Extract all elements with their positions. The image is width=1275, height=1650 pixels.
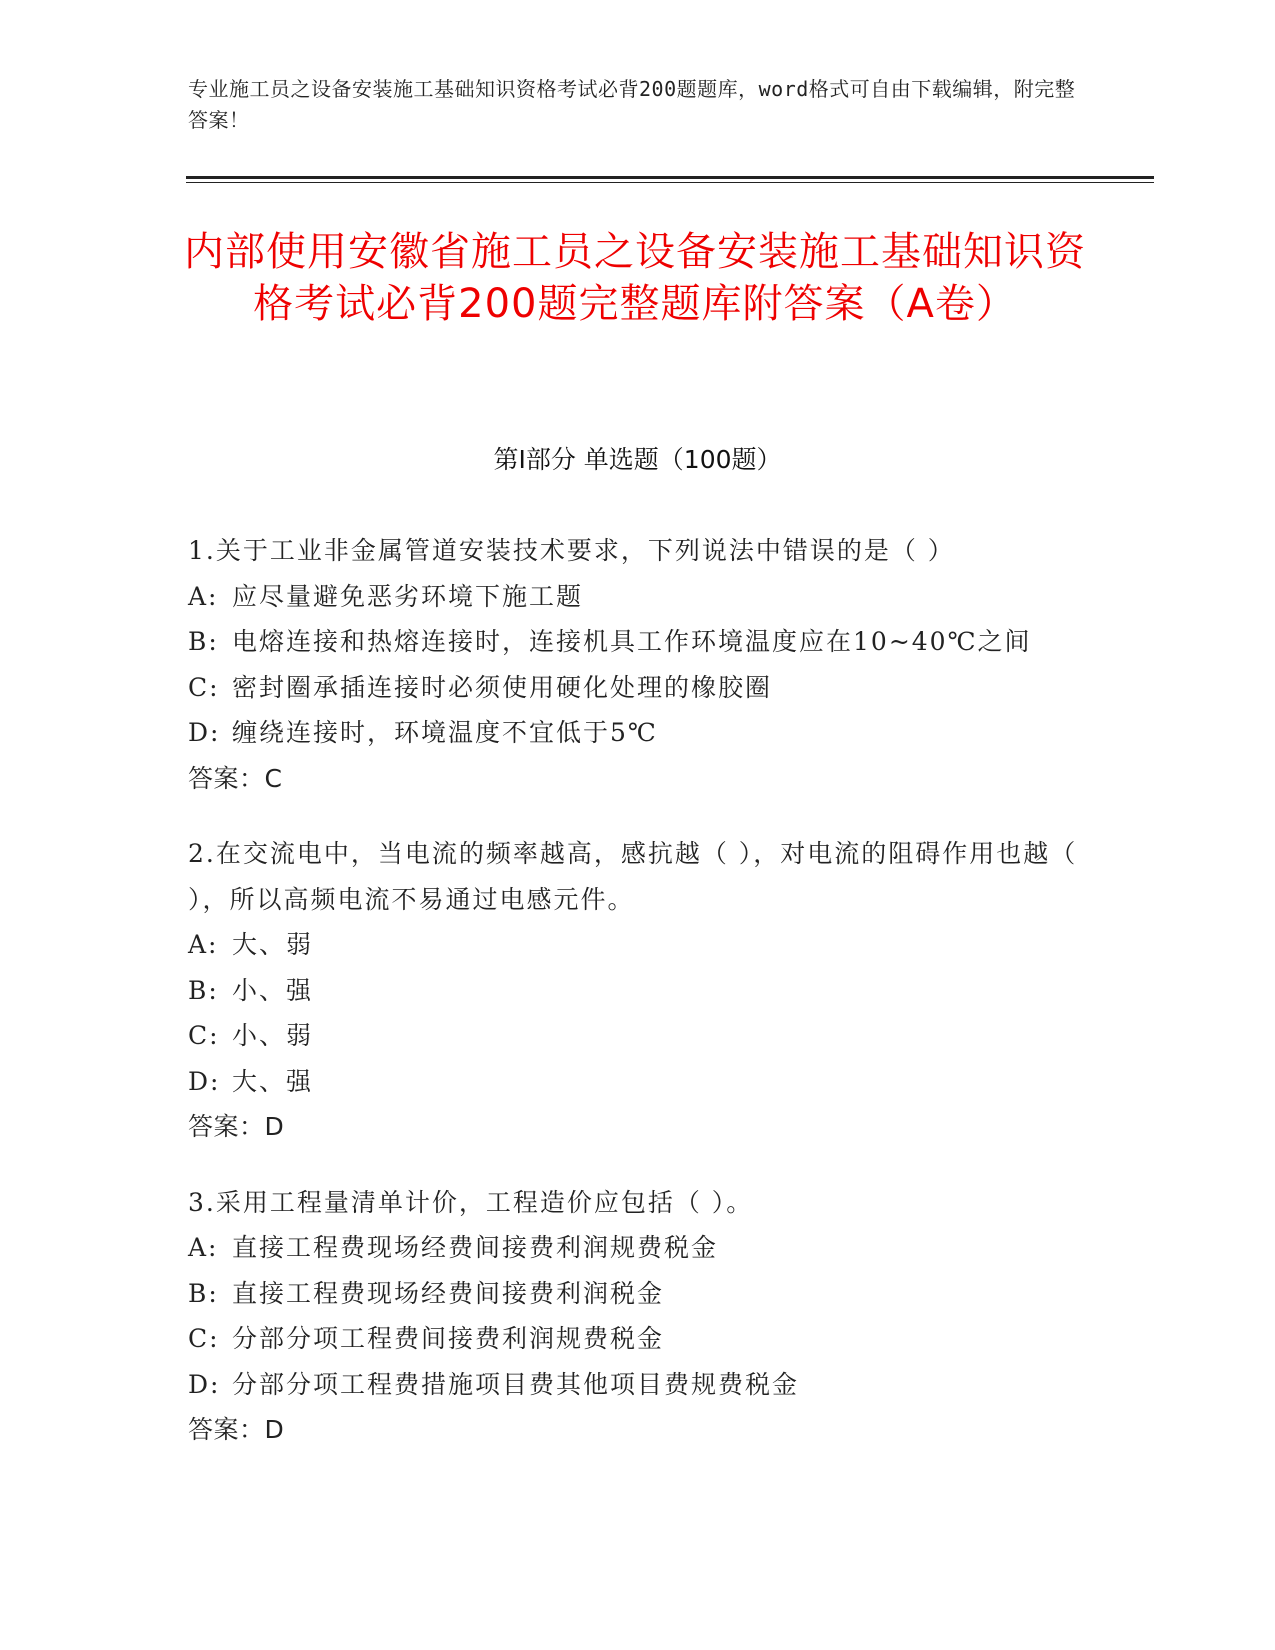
header-rule-thin: [186, 182, 1154, 183]
option-key: A:: [188, 930, 219, 959]
answer: 答案：C: [188, 763, 283, 793]
option-c: [188, 1013, 1088, 1059]
option-a: [188, 922, 1088, 968]
option-text: 密封圈承插连接时必须使用硬化处理的橡胶圈: [232, 672, 773, 702]
option-key: C:: [188, 672, 220, 702]
option-text: 小、弱: [232, 1021, 314, 1050]
option-a: [188, 574, 1088, 620]
option-d: [188, 1362, 1088, 1408]
option-text: 大、强: [232, 1066, 314, 1096]
option-text: 应尽量避免恶劣环境下施工题: [232, 581, 584, 611]
option-key: A:: [188, 1233, 219, 1262]
option-key: D:: [188, 718, 221, 747]
answer: 答案：D: [188, 1415, 285, 1444]
option-d: [188, 710, 1088, 756]
option-d: [188, 1059, 1088, 1105]
question-1: [188, 528, 1088, 801]
option-text: 分部分项工程费措施项目费其他项目费规费税金: [232, 1369, 800, 1399]
option-key: C:: [188, 1021, 220, 1050]
question-2: [188, 831, 1088, 1150]
option-text: 分部分项工程费间接费利润规费税金: [232, 1324, 665, 1353]
option-b: [188, 1271, 1088, 1317]
option-c: [188, 1316, 1088, 1362]
option-b: [188, 968, 1088, 1014]
header-rule-thick: [186, 176, 1154, 179]
answer: 答案：D: [188, 1112, 285, 1141]
option-a: [188, 1225, 1088, 1271]
option-key: C:: [188, 1324, 220, 1353]
question-stem: 1.关于工业非金属管道安装技术要求，下列说法中错误的是（ ）: [188, 536, 955, 565]
header-note: 专业施工员之设备安装施工基础知识资格考试必背200题题库，word格式可自由下载编辑，附完整答案！: [188, 77, 1076, 132]
option-key: A:: [188, 581, 219, 611]
option-text: 缠绕连接时，环境温度不宜低于5℃: [232, 718, 658, 747]
option-text: 小、强: [232, 975, 314, 1005]
option-key: D:: [188, 1369, 221, 1399]
document-title: 内部使用安徽省施工员之设备安装施工基础知识资格考试必背200题完整题库附答案（A卷）: [184, 229, 1086, 327]
option-key: D:: [188, 1066, 221, 1096]
option-text: 大、弱: [232, 930, 314, 959]
option-text: 电熔连接和热熔连接时，连接机具工作环境温度应在10~40℃之间: [232, 627, 1032, 656]
question-3: [188, 1180, 1088, 1453]
option-text: 直接工程费现场经费间接费利润规费税金: [232, 1233, 719, 1262]
section-title: 第I部分 单选题（100题）: [493, 445, 782, 474]
option-key: B:: [188, 1278, 219, 1308]
question-stem: 2.在交流电中，当电流的频率越高，感抗越（ ），对电流的阻碍作用也越（ ），所以高频电流不易通过电感元件。: [188, 839, 1078, 914]
question-stem: 3.采用工程量清单计价，工程造价应包括（ ）。: [188, 1187, 754, 1217]
option-b: [188, 619, 1088, 665]
option-c: [188, 665, 1088, 711]
question-list: [188, 528, 1088, 1483]
option-text: 直接工程费现场经费间接费利润税金: [232, 1278, 665, 1308]
option-key: B:: [188, 627, 219, 656]
option-key: B:: [188, 975, 219, 1005]
